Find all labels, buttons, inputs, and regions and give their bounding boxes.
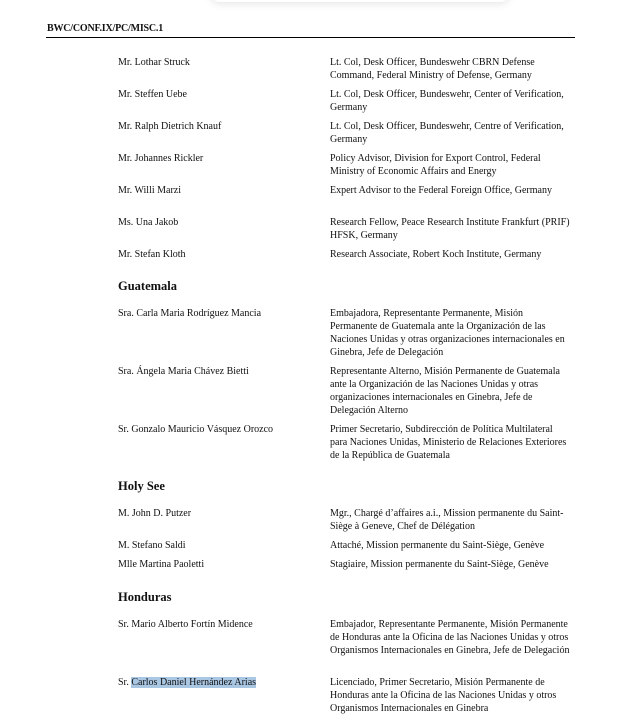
delegate-title[interactable]: Lt. Col, Desk Officer, Bundeswehr CBRN Defense Command, Federal Ministry of Defense, Germany [330, 57, 535, 81]
delegate-name[interactable]: Sra. Ángela Maria Chávez Bietti [118, 366, 249, 377]
name-prefix: Sr. [118, 677, 132, 688]
delegate-title[interactable]: Lt. Col, Desk Officer, Bundeswehr, Center of Verification, Germany [330, 89, 564, 113]
delegate-name[interactable]: Mlle Martina Paoletti [118, 559, 205, 570]
delegate-title[interactable]: Lt. Col, Desk Officer, Bundeswehr, Centre of Verification, Germany [330, 121, 564, 145]
delegate-name[interactable]: M. Stefano Saldi [118, 540, 186, 551]
country-heading: Holy See [118, 479, 165, 493]
delegate-name[interactable]: Ms. Una Jakob [118, 217, 179, 228]
delegate-name[interactable]: Mr. Steffen Uebe [118, 89, 187, 100]
delegate-title[interactable]: Primer Secretario, Subdirección de Política Multilateral para Naciones Unidas, Ministerio de Relaciones Exteriores de la República de Guatemala [330, 424, 567, 461]
delegate-name[interactable]: Mr. Johannes Rickler [118, 153, 204, 164]
delegate-title[interactable]: Embajador, Representante Permanente, Misión Permanente de Honduras ante la Oficina de las Naciones Unidas y otros Organismos Internacionales en Ginebra, Jefe de Delegación [330, 619, 570, 656]
document-symbol: BWC/CONF.IX/PC/MISC.1 [47, 23, 163, 34]
delegate-title[interactable]: Expert Advisor to the Federal Foreign Office, Germany [330, 185, 552, 196]
delegate-name[interactable]: Mr. Willi Marzi [118, 185, 182, 196]
delegate-title[interactable]: Mgr., Chargé d’affaires a.i., Mission permanente du Saint-Siège à Geneve, Chef de Délégation [330, 508, 564, 532]
delegate-name[interactable]: Sra. Carla Maria Rodríguez Mancia [118, 308, 262, 319]
delegate-name[interactable]: Mr. Ralph Dietrich Knauf [118, 121, 222, 132]
delegate-name[interactable]: Sr. Mario Alberto Fortín Midence [118, 619, 253, 630]
delegate-title[interactable]: Attaché, Mission permanente du Saint-Siège, Genève [330, 540, 545, 551]
delegate-title[interactable]: Research Fellow, Peace Research Institute Frankfurt (PRIF) HFSK, Germany [330, 217, 570, 241]
delegate-name[interactable] [118, 676, 256, 689]
delegate-title[interactable]: Embajadora, Representante Permanente, Misión Permanente de Guatemala ante la Organización de las Naciones Unidas y otras organizaciones internacionales en Ginebra, Jefe de Delegación [330, 308, 565, 358]
delegate-title[interactable]: Research Associate, Robert Koch Institute, Germany [330, 249, 542, 260]
delegate-name[interactable]: Sr. Gonzalo Mauricio Vásquez Orozco [118, 424, 274, 435]
header-rule [46, 37, 575, 38]
country-heading: Honduras [118, 590, 172, 604]
delegate-title[interactable]: Policy Advisor, Division for Export Control, Federal Ministry of Economic Affairs and Energy [330, 153, 541, 177]
country-heading: Guatemala [118, 279, 178, 293]
delegate-name[interactable]: Mr. Lothar Struck [118, 57, 190, 68]
delegate-name[interactable]: M. John D. Putzer [118, 508, 192, 519]
delegate-title[interactable]: Stagiaire, Mission permanente du Saint-Siège, Genève [330, 559, 549, 570]
delegate-name[interactable]: Mr. Stefan Kloth [118, 249, 186, 260]
viewer-top-shadow [210, 0, 510, 2]
delegate-title[interactable]: Licenciado, Primer Secretario, Misión Permanente de Honduras ante la Oficina de las Naciones Unidas y otros Organismos Internacionales en Ginebra [330, 677, 557, 714]
selected-text-highlight[interactable]: Carlos Daniel Hernández Arias [131, 677, 257, 688]
delegate-title[interactable]: Representante Alterno, Misión Permanente de Guatemala ante la Organización de las Naciones Unidas y otras organizaciones internacionales en Ginebra, Jefe de Delegación Alterno [330, 366, 560, 416]
